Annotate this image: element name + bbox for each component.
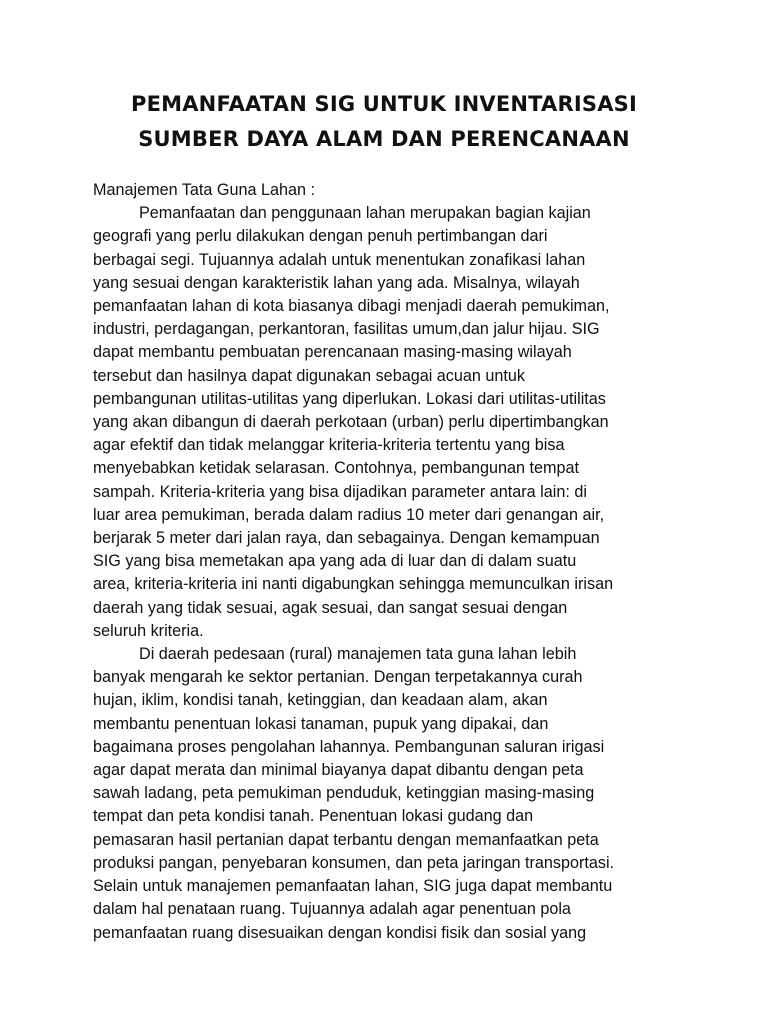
paragraph-line: produksi pangan, penyebaran konsumen, dan peta jaringan transportasi.	[93, 853, 615, 872]
section-heading: Manajemen Tata Guna Lahan :	[93, 181, 315, 199]
paragraph-line: industri, perdagangan, perkantoran, fasilitas umum,dan jalur hijau. SIG	[93, 320, 600, 339]
paragraph-line: SIG yang bisa memetakan apa yang ada di luar dan di dalam suatu	[93, 552, 577, 571]
paragraph-line: hujan, iklim, kondisi tanah, ketinggian, dan keadaan alam, akan	[93, 691, 548, 710]
paragraph-line: pemasaran hasil pertanian dapat terbantu dengan memanfaatkan peta	[93, 830, 599, 849]
paragraph-line: berbagai segi. Tujuannya adalah untuk menentukan zonafikasi lahan	[93, 250, 586, 269]
document-title-line-2: SUMBER DAYA ALAM DAN PERENCANAAN	[138, 127, 630, 151]
paragraph-line: agar dapat merata dan minimal biayanya dapat dibantu dengan peta	[93, 761, 584, 780]
paragraph-line: daerah yang tidak sesuai, agak sesuai, dan sangat sesuai dengan	[93, 598, 568, 617]
paragraph-line: area, kriteria-kriteria ini nanti digabungkan sehingga memunculkan irisan	[93, 575, 614, 594]
paragraph-line: menyebabkan ketidak selarasan. Contohnya, pembangunan tempat	[93, 459, 579, 478]
paragraph-line: banyak mengarah ke sektor pertanian. Dengan terpetakannya curah	[93, 668, 583, 687]
paragraph-line: yang akan dibangun di daerah perkotaan (urban) perlu dipertimbangkan	[93, 413, 609, 432]
paragraph-line: seluruh kriteria.	[93, 621, 204, 640]
paragraph-line: Pemanfaatan dan penggunaan lahan merupakan bagian kajian	[139, 204, 591, 223]
paragraph-line: dalam hal penataan ruang. Tujuannya adalah agar penentuan pola	[93, 900, 571, 919]
paragraph-line: dapat membantu pembuatan perencanaan masing-masing wilayah	[93, 343, 572, 362]
paragraph-line: membantu penentuan lokasi tanaman, pupuk yang dipakai, dan	[93, 714, 549, 733]
paragraph-line: berjarak 5 meter dari jalan raya, dan sebagainya. Dengan kemampuan	[93, 529, 600, 548]
paragraph-line: pemanfaatan ruang disesuaikan dengan kondisi fisik dan sosial yang	[93, 923, 587, 942]
document-title-line-1: PEMANFAATAN SIG UNTUK INVENTARISASI	[131, 92, 637, 116]
paragraph-line: pemanfaatan lahan di kota biasanya dibagi menjadi daerah pemukiman,	[93, 297, 610, 316]
paragraph-line: tempat dan peta kondisi tanah. Penentuan lokasi gudang dan	[93, 807, 534, 826]
paragraph-line: Di daerah pedesaan (rural) manajemen tata guna lahan lebih	[139, 645, 577, 664]
paragraph-line: bagaimana proses pengolahan lahannya. Pembangunan saluran irigasi	[93, 737, 605, 756]
paragraph-line: sampah. Kriteria-kriteria yang bisa dijadikan parameter antara lain: di	[93, 482, 587, 501]
paragraph-line: agar efektif dan tidak melanggar kriteria-kriteria tertentu yang bisa	[93, 436, 565, 455]
paragraph-line: geografi yang perlu dilakukan dengan penuh pertimbangan dari	[93, 227, 548, 246]
paragraph-line: sawah ladang, peta pemukiman penduduk, ketinggian masing-masing	[93, 784, 595, 803]
paragraph-line: yang sesuai dengan karakteristik lahan yang ada. Misalnya, wilayah	[93, 273, 580, 292]
document-body	[93, 179, 693, 945]
paragraph-line: luar area pemukiman, berada dalam radius 10 meter dari genangan air,	[93, 505, 605, 524]
paragraph-line: Selain untuk manajemen pemanfaatan lahan, SIG juga dapat membantu	[93, 877, 613, 896]
paragraph-line: tersebut dan hasilnya dapat digunakan sebagai acuan untuk	[93, 366, 525, 385]
paragraph-line: pembangunan utilitas-utilitas yang diperlukan. Lokasi dari utilitas-utilitas	[93, 389, 606, 408]
